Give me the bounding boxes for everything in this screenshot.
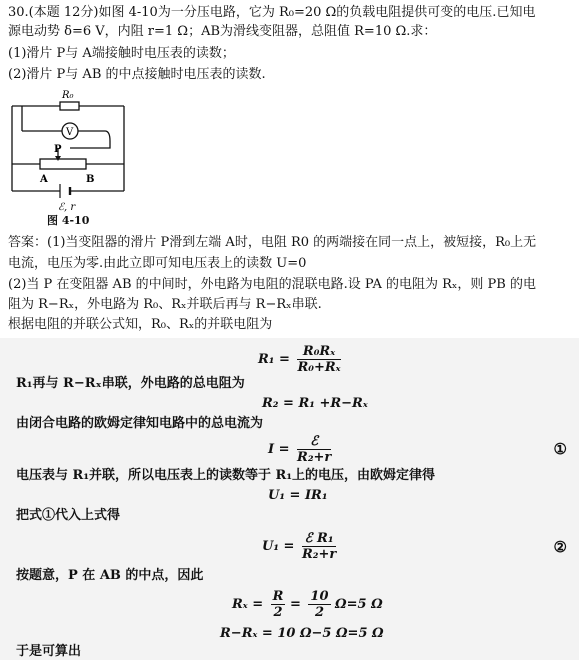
equation-r1 (258, 344, 341, 375)
eq1-lhs: R₁ = (258, 352, 290, 367)
eq5-lhs: U₁ = (262, 539, 295, 554)
scan-text-4: 把式①代入上式得 (16, 508, 121, 523)
equation-u1: U₁ = IR₁ (268, 488, 328, 503)
equation-i (268, 434, 331, 465)
eq6-equals: = (289, 597, 301, 612)
equation-r2: R₂ = R₁ +R−Rₓ (262, 396, 368, 411)
problem-line-1: 30.(本题 12分)如图 4-10为一分压电路，它为 R₀=20 Ω的负载电阻提供可变的电压.已知电 (8, 5, 536, 20)
equation-rx (232, 589, 383, 620)
figure-caption: 图 4-10 (47, 214, 90, 227)
circuit-figure (0, 86, 140, 212)
label-b: B (86, 174, 95, 185)
scan-text-6: 于是可算出 (16, 644, 82, 659)
eq6-denominator-1: 2 (273, 605, 283, 620)
equation-r-minus-rx: R−Rₓ = 10 Ω−5 Ω=5 Ω (220, 626, 384, 641)
eq6-numerator-2: 10 (310, 589, 329, 604)
answer-line-4: 阻为 R−Rₓ，外电路为 R₀、Rₓ并联后再与 R−Rₓ串联. (8, 297, 322, 312)
equation-number-2: ② (553, 538, 567, 556)
label-r0: R₀ (62, 90, 74, 101)
scan-text-5: 按题意，P 在 AB 的中点，因此 (16, 568, 204, 583)
answer-line-5: 根据电阻的并联公式知，R₀、Rₓ的并联电阻为 (8, 317, 273, 332)
equation-u1-expanded (262, 531, 336, 562)
eq6-lhs: Rₓ = (232, 597, 264, 612)
problem-line-2: 源电动势 δ=6 V，内阻 r=1 Ω；AB为滑线变阻器，总阻值 R=10 Ω.求： (8, 24, 437, 39)
answer-line-3: (2)当 P 在变阻器 AB 的中间时，外电路为电阻的混联电路.设 PA 的电阻为 Rₓ，则 PB 的电 (8, 277, 536, 292)
label-v: V (66, 127, 74, 138)
scanned-derivation (0, 338, 579, 660)
eq3-lhs: I = (268, 442, 290, 457)
problem-line-3: (1)滑片 P与 A端接触时电压表的读数； (8, 46, 235, 61)
label-source: ℰ, r (58, 202, 76, 212)
label-a: A (40, 174, 48, 185)
eq6-denominator-2: 2 (314, 605, 324, 620)
eq6-numerator-1: R (272, 589, 284, 604)
eq1-numerator: R₀Rₓ (297, 344, 340, 360)
equation-number-1: ① (553, 440, 567, 458)
eq5-denominator: R₂+r (301, 547, 337, 562)
resistor-r0 (60, 102, 79, 110)
problem-line-4: (2)滑片 P与 AB 的中点接触时电压表的读数. (8, 67, 266, 82)
scan-text-3: 电压表与 R₁并联，所以电压表上的读数等于 R₁上的电压，由欧姆定律得 (16, 468, 436, 483)
scan-text-1: R₁再与 R−Rₓ串联，外电路的总电阻为 (16, 376, 245, 391)
eq6-rhs: Ω=5 Ω (335, 597, 383, 612)
eq5-numerator: ℰ R₁ (302, 531, 336, 547)
eq3-numerator: ℰ (297, 434, 331, 450)
label-p: P (54, 144, 62, 155)
eq3-denominator: R₂+r (297, 450, 332, 465)
scan-text-2: 由闭合电路的欧姆定律知电路中的总电流为 (16, 416, 264, 431)
answer-line-1: 答案：(1)当变阻器的滑片 P滑到左端 A时，电阻 R0 的两端接在同一点上，被短接，R₀上无 (8, 235, 537, 250)
eq1-denominator: R₀+Rₓ (297, 360, 341, 375)
rheostat-ab (40, 159, 86, 169)
answer-line-2: 电流，电压为零.由此立即可知电压表上的读数 U=0 (8, 256, 307, 271)
